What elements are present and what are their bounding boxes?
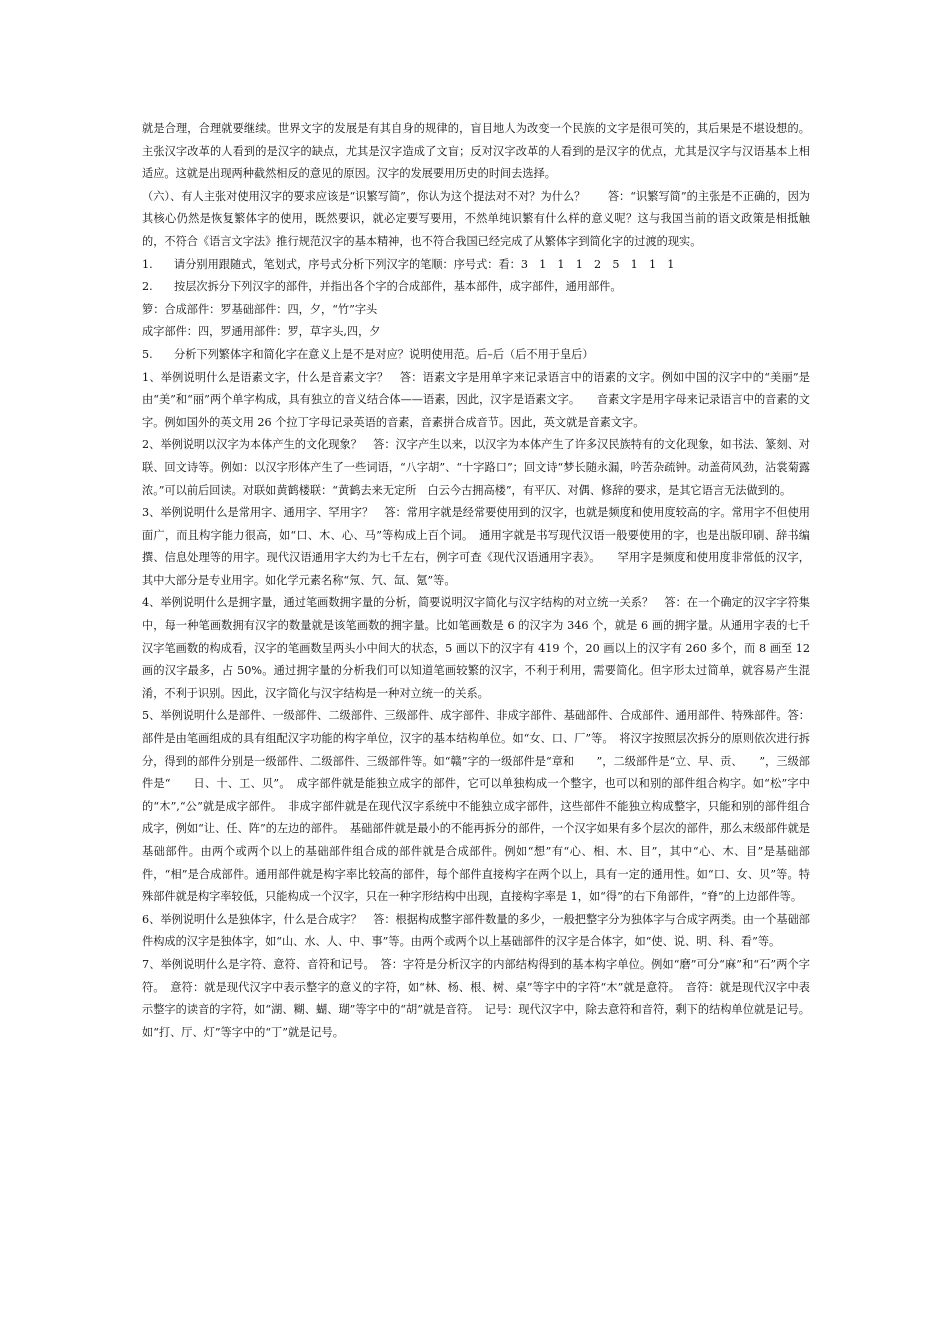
paragraph-component-answer-1: 箩：合成部件：罗基础部件：四，夕，“竹”字头 (142, 302, 378, 316)
paragraph-item-2 (142, 276, 810, 299)
document-page (142, 0, 810, 1344)
paragraph-component-answer-2: 成字部件：四，罗通用部件：罗，草字头,四，夕 (142, 325, 381, 339)
paragraph-q3: 3、举例说明什么是常用字、通用字、罕用字？ 答：常用字就是经常要使用到的汉字，也就是频度和使用度较高的字。常用字不但使用面广，而且构字能力很高，如“口、木、心、马”等构成上百个词。 通用字就是书写现代汉语一般要使用的字，也是出版印刷、辞书编撰、信息处理等的用字。现代汉语通用字大约为七千左右，例字可查《现代汉语通用字表》。 罕用字是频度和使用度非常低的汉字，其中大部分是专业用字。如化学元素名称“氖、氕、氙、氪”等。 (142, 506, 810, 587)
item-number: 5. (142, 347, 153, 361)
paragraph-q7: 7、举例说明什么是字符、意符、音符和记号。 答：字符是分析汉字的内部结构得到的基本构字单位。例如“磨”可分“麻”和“石”两个字符。 意符：就是现代汉字中表示整字的意义的字符，如“林、杨、根、树、桌”等字中的字符“木”就是意符。 音符：就是现代汉字中表示整字的读音的字符，如“湖、糊、蝴、瑚”等字中的“胡”就是音符。 记号：现代汉字中，除去意符和音符，剩下的结构单位就是记号。如“打、厅、灯”等字中的“丁”就是记号。 (142, 957, 810, 1039)
document-body (142, 118, 810, 1044)
item-number: 1. (142, 257, 153, 271)
paragraph-q6: 6、举例说明什么是独体字，什么是合成字？ 答：根据构成整字部件数量的多少，一般把整字分为独体字与合成字两类。由一个基础部件构成的汉字是独体字，如“山、水、人、中、事”等。由两个或两个以上基础部件的汉字是合体字，如“使、说、明、科、看”等。 (142, 912, 810, 949)
item-text: 分析下列繁体字和简化字在意义上是不是对应？说明使用范。后–后（后不用于皇后） (174, 347, 594, 361)
paragraph-q2: 2、举例说明以汉字为本体产生的文化现象？ 答：汉字产生以来，以汉字为本体产生了许多汉民族特有的文化现象，如书法、篆刻、对联、回文诗等。例如：以汉字形体产生了一些词语，“八字胡”、“十字路口”；回文诗“梦长随永漏，吟苦杂疏钟。动盖荷风劲，沾裳菊露浓。”可以前后回读。对联如黄鹤楼联：“黄鹤去来无定所 白云今古拥高楼”，有平仄、对偶、修辞的要求，是其它语言无法做到的。 (142, 438, 810, 497)
paragraph-q5: 5、举例说明什么是部件、一级部件、二级部件、三级部件、成字部件、非成字部件、基础部件、合成部件、通用部件、特殊部件。答：部件是由笔画组成的具有组配汉字功能的构字单位，汉字的基本结构单位。如“女、口、厂”等。 将汉字按照层次拆分的原则依次进行拆分，得到的部件分别是一级部件、二级部件、三级部件等。如“赣”字的一级部件是“章和 ”，二级部件是“立、早、贡、 ”，三级部件是“ 日、十、工、贝”。 成字部件就是能独立成字的部件，它可以单独构成一个整字，也可以和别的部件组合构字。如“松”字中的“木”,“公”就是成字部件。 非成字部件就是在现代汉字系统中不能独立成字部件，这些部件不能独立构成整字，只能和别的部件组合成字，例如“让、任、阵”的左边的部件。 基础部件就是最小的不能再拆分的部件，一个汉字如果有多个层次的部件，那么末级部件就是基础部件。由两个或两个以上的基础部件组合成的部件就是合成部件。例如“想”有“心、相、木、目”，其中“心、木、目”是基础部件，“相”是合成部件。通用部件就是构字率比较高的部件，每个部件直接构字在两个以上，具有一定的通用性。如“口、女、贝”等。特殊部件就是构字率较低，只能构成一个汉字，只在一种字形结构中出现，直接构字率是 1，如“得”的右下角部件，“脊”的上边部件等。 (142, 709, 810, 904)
paragraph-item-5 (142, 344, 810, 367)
paragraph-item-1 (142, 254, 810, 277)
item-number: 2. (142, 280, 153, 294)
item-text: 请分别用跟随式，笔划式，序号式分析下列汉字的笔顺：序号式：看：3 1 1 1 2 5 1 1 1 (174, 257, 675, 271)
paragraph-q1: 1、举例说明什么是语素文字，什么是音素文字？ 答：语素文字是用单字来记录语言中的语素的文字。例如中国的汉字中的“美丽”是由“美”和“丽”两个单字构成，具有独立的音义结合体——语素，因此，汉字是语素文字。 音素文字是用字母来记录语言中的音素的文字。例如国外的英文用 26 个拉丁字母记录英语的音素，音素拼合成音节。因此，英文就是音素文字。 (142, 370, 810, 429)
paragraph-continuation: 就是合理，合理就要继续。世界文字的发展是有其自身的规律的，盲目地人为改变一个民族的文字是很可笑的，其后果是不堪设想的。主张汉字改革的人看到的是汉字的缺点，尤其是汉字造成了文盲；反对汉字改革的人看到的是汉字的优点，尤其是汉字与汉语基本上相适应。这就是出现两种截然相反的意见的原因。汉字的发展要用历史的时间去选择。 (142, 122, 810, 181)
paragraph-q4: 4、举例说明什么是拥字量，通过笔画数拥字量的分析，简要说明汉字简化与汉字结构的对立统一关系？ 答：在一个确定的汉字字符集中，每一种笔画数拥有汉字的数量就是该笔画数的拥字量。比如笔画数是 6 的汉字为 346 个，就是 6 画的拥字量。从通用字表的七千汉字笔画数的构成看，汉字的笔画数呈两头小中间大的状态，5 画以下的汉字有 419 个，20 画以上的汉字有 260 多个，而 8 画至 12 画的汉字最多，占 50%。通过拥字量的分析我们可以知道笔画较繁的汉字，不利于利用，需要简化。但字形太过简单，就容易产生混淆，不利于识别。因此，汉字简化与汉字结构是一种对立统一的关系。 (142, 596, 810, 700)
paragraph-question-6: （六）、有人主张对使用汉字的要求应该是“识繁写简”，你认为这个提法对不对？为什么？ 答：“识繁写简”的主张是不正确的，因为其核心仍然是恢复繁体字的使用，既然要识，就必定要写要用，不然单纯识繁有什么样的意义呢？这与我国当前的语文政策是相抵触的，不符合《语言文字法》推行规范汉字的基本精神，也不符合我国已经完成了从繁体字到简化字的过渡的现实。 (142, 189, 810, 248)
item-text: 按层次拆分下列汉字的部件，并指出各个字的合成部件，基本部件，成字部件，通用部件。 (174, 280, 622, 294)
